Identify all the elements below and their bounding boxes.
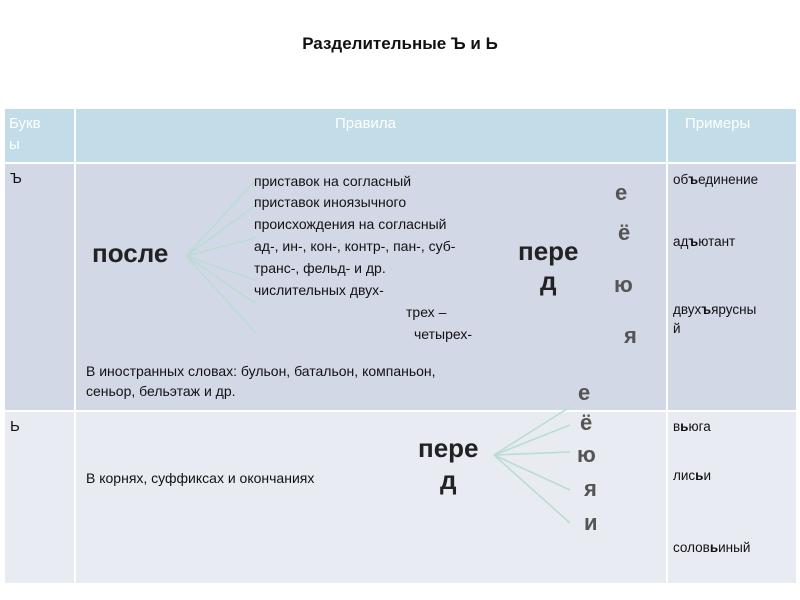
row-hard-letter-cell [5,164,74,410]
hard-rule-line: приставок иноязычного [254,194,407,210]
hard-rule-line: ад-, ин-, кон-, контр-, пан-, суб- [254,238,456,254]
example-mark: ъ [688,172,699,187]
example-mark: ь [680,419,689,434]
row-hard-letter: Ъ [10,170,22,187]
soft-example-3 [673,540,750,555]
example-mark: ъ [701,302,712,317]
header-examples-label: Примеры [685,115,751,132]
example-part: в [673,419,681,434]
hard-example-2 [673,234,735,249]
header-letters [5,109,74,162]
soft-before-part2: д [440,465,457,495]
row-hard-examples-cell [668,164,796,410]
example-mark: ь [695,468,704,483]
example-part: юга [688,419,711,434]
example-part: ад [673,234,689,249]
header-rules-label: Правила [335,115,396,132]
example-part: иный [718,540,751,555]
header-rules [76,109,666,162]
hard-rule-line: трех – [406,304,447,320]
hard-rule-line: транс-, фельд- и др. [254,260,386,276]
example-mark: ъ [688,234,699,249]
header-examples [668,109,796,162]
example-part: ярусны [711,302,757,317]
soft-vowel-e: е [578,380,591,405]
hard-vowel-ya: я [624,323,637,348]
page-title: Разделительные Ъ и Ь [302,34,498,53]
hard-before-part1: пере [518,236,579,266]
hard-example-3 [673,300,756,338]
foreign-line-1: В иностранных словах: бульон, батальон, компаньон, [86,363,436,379]
example-part: солов [673,540,710,555]
soft-before-part1: пере [418,433,479,463]
soft-before-word [418,432,479,496]
example-part: единение [698,172,759,187]
example-mark: ь [709,540,719,555]
row-soft-examples-cell [668,412,796,583]
soft-vowel-i: и [584,510,598,535]
soft-rule: В корнях, суффиксах и окончаниях [86,470,315,486]
soft-vowel-ya: я [584,476,597,501]
hard-example-1 [673,172,758,187]
soft-example-2 [673,468,711,483]
example-part: лис [673,468,696,483]
header-letters-line1: Букв [9,115,41,132]
after-word: после [92,238,169,268]
row-soft-letter-cell [5,412,74,583]
hard-rule-line: числительных двух- [254,282,384,298]
row-soft-rule-cell [76,412,666,583]
hard-rule-line: приставок на согласный [254,173,412,189]
example-part: ютант [698,234,736,249]
hard-vowel-yo: ё [618,220,631,245]
header-letters-line2: ы [9,136,20,153]
row-soft-letter: Ь [10,418,20,435]
example-part: об [673,172,689,187]
hard-rule-line: четырех- [414,326,473,342]
soft-example-1 [673,419,711,434]
example-part: и [703,468,712,483]
example-part: двух [673,302,702,317]
soft-vowel-yu: ю [577,442,596,467]
hard-rule-lines [254,171,472,344]
foreign-line-2: сеньор, бельэтаж и др. [86,383,236,399]
foreign-words [86,361,436,401]
hard-before-part2: д [540,266,557,296]
soft-vowel-yo: ё [580,410,593,435]
hard-vowel-e: е [615,180,628,205]
hard-vowel-yu: ю [614,272,633,297]
example-part: й [673,321,681,336]
hard-before-word [518,236,579,296]
hard-rule-line: происхождения на согласный [254,216,447,232]
